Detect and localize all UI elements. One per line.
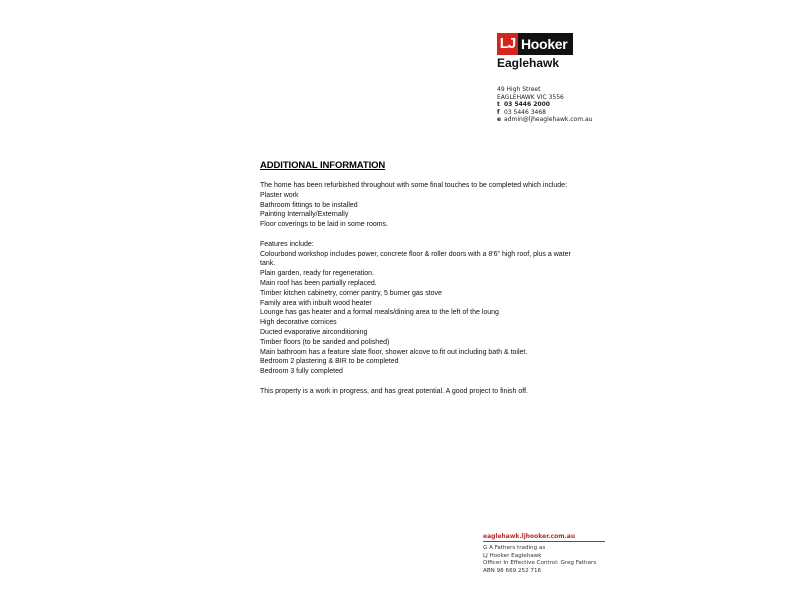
lj-hooker-logo [497,33,573,55]
footer-info [483,545,596,575]
text-line: Lounge has gas heater and a formal meals/dining area to the left of the loung [260,309,499,317]
fax-number: 03 5446 3468 [504,108,546,116]
text-line: Plaster work [260,191,299,199]
logo-mark: LJ [497,33,518,55]
text-line: Floor coverings to be laid in some rooms. [260,221,388,229]
text-line: Timber kitchen cabinetry, corner pantry, 5 burner gas stove [260,289,442,297]
text-line: Plain garden, ready for regeneration. [260,270,375,278]
footer-line: Officer In Effective Control: Greg Fathers [483,560,597,567]
text-line: Main roof has been partially replaced. [260,279,377,287]
text-line: Bathroom fittings to be installed [260,201,358,209]
footer-line: LJ Hooker Eaglehawk [483,552,542,559]
logo-text: Hooker [518,33,573,55]
paragraph-summary: This property is a work in progress, and has great potential. A good project to finish off. [260,387,528,395]
email-address[interactable]: admin@ljheaglehawk.com.au [504,116,593,124]
phone-number: 03 5446 2000 [504,101,550,109]
text-line: Features include: [260,240,314,248]
address-block [497,86,592,124]
email-row [497,116,592,124]
text-line: Bedroom 3 fully completed [260,368,343,376]
text-line: tank. [260,260,276,268]
address-line1: 49 High Street [497,86,541,93]
phone-label: t [497,101,500,109]
office-name: Eaglehawk [497,56,560,70]
fax-label: f [497,108,500,116]
body-text [260,181,590,397]
text-line: Colourbond workshop includes power, concrete floor & roller doors with a 8'6" high roof, plus a water [260,250,571,258]
text-line: Timber floors (to be sanded and polished) [260,338,390,346]
paragraph-refurbished [260,181,590,230]
text-line: Family area with inbuilt wood heater [260,299,372,307]
fax-row [497,109,592,117]
text-line: Main bathroom has a feature slate floor, shower alcove to fit out including bath & toilet. [260,348,528,356]
text-line: Ducted evaporative airconditioning [260,328,368,336]
website-link[interactable]: eaglehawk.ljhooker.com.au [483,533,576,540]
text-line: Painting Internally/Externally [260,211,349,219]
phone-row [497,101,592,109]
address-line2: EAGLEHAWK VIC 3556 [497,93,564,101]
section-heading: ADDITIONAL INFORMATION [260,160,386,171]
paragraph-features [260,240,590,377]
text-line: High decorative cornices [260,319,337,327]
footer-line: ABN 98 669 252 716 [483,567,542,574]
text-line: Bedroom 2 plastering & BIR to be completed [260,358,399,366]
footer-divider [483,541,605,542]
email-label: e [497,116,502,124]
text-line: The home has been refurbished throughout with some final touches to be completed which include: [260,182,568,189]
footer-line: G A Fathers trading as [483,545,546,551]
